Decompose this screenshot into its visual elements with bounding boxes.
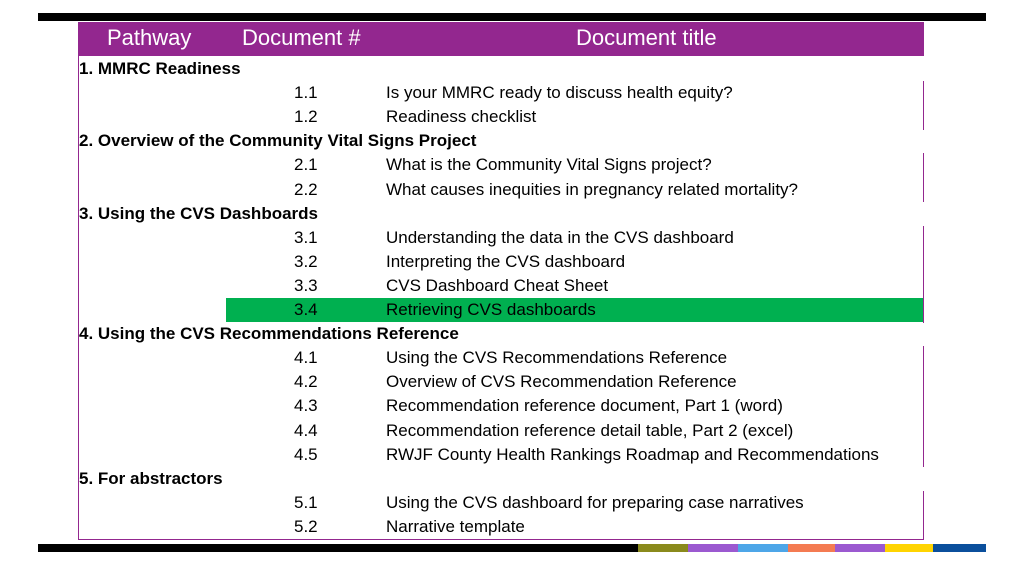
table-border-bottom: [78, 539, 924, 540]
table-row: [78, 274, 924, 298]
table-border-right: [923, 298, 924, 323]
document-title: Is your MMRC ready to discuss health equity?: [386, 83, 733, 103]
table-border-right: [923, 178, 924, 203]
document-number: 1.2: [294, 107, 318, 127]
bottom-decor-bar: [38, 544, 986, 552]
table-border-right: [923, 443, 924, 468]
table-row-highlighted: [78, 298, 924, 322]
header-document-number: Document #: [242, 25, 361, 50]
bottom-bar-segment: [638, 544, 688, 552]
header-document-title: Document title: [576, 25, 717, 50]
header-pathway: Pathway: [107, 25, 192, 50]
document-number: 4.2: [294, 372, 318, 392]
document-number: 5.1: [294, 492, 318, 512]
table-border-right: [923, 226, 924, 251]
table-row: [78, 226, 924, 250]
document-number: 3.4: [294, 300, 318, 319]
bottom-bar-segment: [885, 544, 933, 552]
document-title: Understanding the data in the CVS dashboard: [386, 227, 734, 247]
document-title: RWJF County Health Rankings Roadmap and Recommendations: [386, 444, 879, 464]
bottom-bar-segment: [933, 544, 986, 552]
document-title: Overview of CVS Recommendation Reference: [386, 372, 737, 392]
document-number: 3.2: [294, 251, 318, 271]
document-number: 1.1: [294, 83, 318, 103]
document-number: 4.1: [294, 348, 318, 368]
table-border-right: [923, 346, 924, 371]
document-number: 2.2: [294, 179, 318, 199]
document-title: Recommendation reference detail table, Part 2 (excel): [386, 420, 794, 440]
table-border-right: [923, 153, 924, 178]
table-border-right: [923, 370, 924, 395]
document-title: Readiness checklist: [386, 107, 537, 127]
document-title: What causes inequities in pregnancy related mortality?: [386, 179, 798, 199]
section-row: [78, 322, 924, 346]
table-row: [78, 250, 924, 274]
table-row: [78, 491, 924, 515]
document-number: 3.1: [294, 227, 318, 247]
section-row: [78, 129, 924, 153]
document-number: 4.3: [294, 396, 318, 416]
section-row: [78, 57, 924, 81]
table-border-right: [923, 81, 924, 106]
table-header: [78, 22, 924, 56]
top-decor-bar: [38, 13, 986, 21]
section-title: 4. Using the CVS Recommendations Reference: [79, 324, 459, 344]
section-title: 3. Using the CVS Dashboards: [79, 203, 318, 223]
table-border-right: [923, 274, 924, 299]
document-number: 4.4: [294, 420, 318, 440]
table-row: [78, 178, 924, 202]
section-row: [78, 467, 924, 491]
bottom-bar-segment: [835, 544, 885, 552]
table-row: [78, 81, 924, 105]
table-row: [78, 105, 924, 129]
table-row: [78, 419, 924, 443]
table-border-right: [923, 419, 924, 444]
table-border-right: [923, 394, 924, 419]
document-title: Interpreting the CVS dashboard: [386, 251, 626, 271]
bottom-bar-segment: [788, 544, 835, 552]
table-row: [78, 443, 924, 467]
document-title: CVS Dashboard Cheat Sheet: [386, 275, 609, 295]
bottom-bar-segment: [688, 544, 738, 552]
section-title: 5. For abstractors: [79, 468, 223, 488]
section-row: [78, 202, 924, 226]
document-title: What is the Community Vital Signs project?: [386, 155, 712, 175]
table-row: [78, 370, 924, 394]
table-row: [78, 394, 924, 418]
document-number: 4.5: [294, 444, 318, 464]
document-title: Recommendation reference document, Part 1 (word): [386, 396, 783, 416]
document-title: Using the CVS Recommendations Reference: [386, 348, 728, 368]
section-title: 2. Overview of the Community Vital Signs Project: [79, 131, 477, 151]
table-border-right: [923, 250, 924, 275]
table-border-right: [923, 515, 924, 540]
document-number: 5.2: [294, 516, 318, 536]
document-number: 2.1: [294, 155, 318, 175]
table-border-right: [923, 491, 924, 516]
section-title: 1. MMRC Readiness: [79, 59, 241, 78]
table-row: [78, 153, 924, 177]
document-title: Using the CVS dashboard for preparing case narratives: [386, 492, 804, 512]
bottom-bar-segment: [738, 544, 788, 552]
document-number: 3.3: [294, 275, 318, 295]
table-row: [78, 346, 924, 370]
table-border-right: [923, 105, 924, 130]
table-row: [78, 515, 924, 539]
document-title: Narrative template: [386, 516, 525, 536]
bottom-bar-segment: [38, 544, 638, 552]
document-title: Retrieving CVS dashboards: [386, 300, 596, 319]
document-table: [78, 22, 924, 540]
